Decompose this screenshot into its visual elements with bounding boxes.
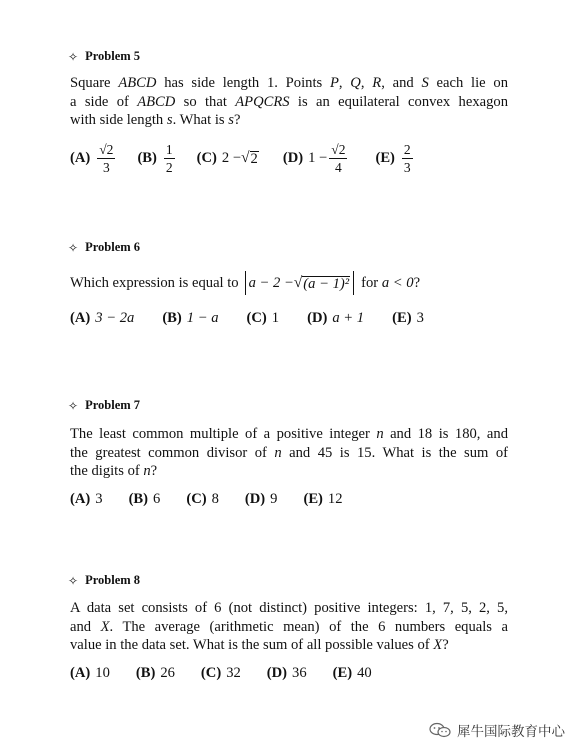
problem-6-text: Which expression is equal to a − 2 − √ (a − 1)² for a < 0 ?: [70, 271, 420, 295]
problem-7-text: [70, 425, 508, 481]
problem-7-line-3: the digits of n?: [70, 463, 158, 479]
choice-c[interactable]: (C) 8: [186, 491, 219, 507]
four-point-star-icon: ✧: [68, 49, 79, 64]
choice-d[interactable]: (D) 9: [244, 491, 278, 507]
four-point-star-icon: ✧: [68, 398, 79, 413]
choice-b[interactable]: (B) $\frac{1}{2}$: [137, 141, 173, 175]
problem-8-heading: ✧ Problem 8: [68, 573, 141, 588]
choice-b[interactable]: (B) 26: [135, 665, 175, 681]
choice-c[interactable]: (C) 2 − √ 2: [196, 149, 258, 167]
abs-bar-right: [353, 271, 354, 295]
choice-a[interactable]: (A) 3 − 2a: [70, 310, 135, 326]
problem-5-line-2: a side of ABCD so that APQCRS is an equilateral convex hexagon: [70, 93, 508, 110]
problem-7-choices: [70, 491, 343, 508]
problem-8-choices: [70, 665, 372, 682]
choice-e[interactable]: (E) 40: [332, 665, 372, 681]
choice-d[interactable]: (D) 1 − $\frac{√2}{4}$: [282, 141, 346, 175]
problem-8-line-1: A data set consists of 6 (not distinct) positive integers: 1, 7, 5, 2, 5,: [70, 600, 508, 616]
problem-5-choices: [70, 138, 415, 178]
watermark: [429, 720, 565, 740]
problem-7-line-1: The least common multiple of a positive integer n and 18 is 180, and: [70, 426, 508, 442]
choice-a[interactable]: (A) $\frac{√2}{3}$: [70, 141, 114, 175]
choice-e[interactable]: (E) $\frac{2}{3}$: [375, 141, 411, 175]
four-point-star-icon: ✧: [68, 240, 79, 255]
choice-b[interactable]: (B) 1 − a: [162, 310, 219, 326]
choice-e[interactable]: (E) 12: [303, 491, 343, 507]
problem-7-heading: ✧ Problem 7: [68, 398, 141, 413]
problem-5-heading: ✧ Problem 5: [68, 49, 141, 64]
problem-8-line-2: and X. The average (arithmetic mean) of the 6 numbers equals a: [70, 618, 508, 635]
problem-7-line-2: the greatest common divisor of n and 45 is 15. What is the sum of: [70, 444, 508, 461]
problem-6-choices: [70, 310, 424, 327]
choice-a[interactable]: (A) 3: [70, 491, 103, 507]
watermark-text: 犀牛国际教育中心: [457, 724, 565, 740]
problem-8-line-3: value in the data set. What is the sum of all possible values of X?: [70, 637, 449, 653]
abs-bar-left: [245, 271, 246, 295]
problem-5-text: [70, 74, 508, 130]
choice-b[interactable]: (B) 6: [128, 491, 161, 507]
problem-6-heading: ✧ Problem 6: [68, 240, 141, 255]
problem-5-line-1: Square ABCD has side length 1. Points P, Q, R, and S each lie on: [70, 75, 508, 91]
choice-d[interactable]: (D) a + 1: [307, 310, 365, 326]
choice-c[interactable]: (C) 1: [246, 310, 280, 326]
problem-5-line-3: with side length s. What is s?: [70, 112, 241, 128]
choice-c[interactable]: (C) 32: [200, 665, 241, 681]
four-point-star-icon: ✧: [68, 573, 79, 588]
choice-e[interactable]: (E) 3: [392, 310, 424, 326]
problem-8-text: [70, 599, 508, 655]
choice-a[interactable]: (A) 10: [70, 665, 110, 681]
choice-d[interactable]: (D) 36: [266, 665, 307, 681]
wechat-icon: [429, 722, 451, 738]
